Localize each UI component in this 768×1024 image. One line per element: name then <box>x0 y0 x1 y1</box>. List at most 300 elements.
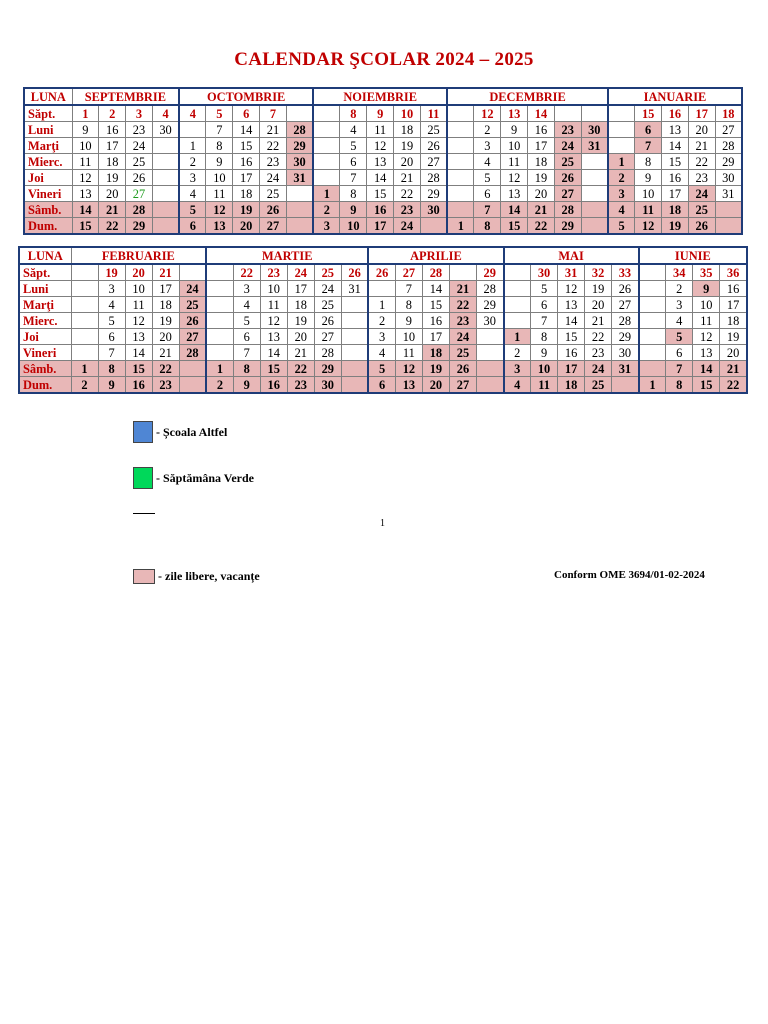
day-cell: 24 <box>688 186 715 202</box>
month-header: SEPTEMBRIE <box>72 88 179 105</box>
day-cell: 15 <box>260 361 287 377</box>
day-cell: 26 <box>420 138 447 154</box>
day-cell: 20 <box>152 329 179 345</box>
row-label-day: Mierc. <box>19 313 71 329</box>
week-number: 25 <box>314 264 341 281</box>
day-cell: 28 <box>554 202 581 218</box>
day-cell: 12 <box>367 138 394 154</box>
day-cell: 15 <box>501 218 528 235</box>
day-cell: 17 <box>662 186 689 202</box>
day-cell <box>71 297 98 313</box>
week-number <box>447 105 474 122</box>
day-cell: 12 <box>72 170 99 186</box>
day-cell: 5 <box>233 313 260 329</box>
row-label-day: Joi <box>24 170 72 186</box>
week-number: 12 <box>474 105 501 122</box>
day-cell: 2 <box>474 122 501 138</box>
day-cell: 21 <box>152 345 179 361</box>
day-cell: 25 <box>420 122 447 138</box>
day-cell <box>639 313 666 329</box>
day-cell: 9 <box>98 377 125 394</box>
day-cell <box>206 281 233 297</box>
day-cell: 16 <box>99 122 126 138</box>
day-cell: 18 <box>99 154 126 170</box>
day-cell: 17 <box>152 281 179 297</box>
day-cell: 21 <box>528 202 555 218</box>
day-cell: 2 <box>504 345 531 361</box>
day-cell: 21 <box>449 281 476 297</box>
day-cell: 18 <box>662 202 689 218</box>
day-cell: 12 <box>206 202 233 218</box>
day-cell <box>639 297 666 313</box>
day-cell: 13 <box>558 297 585 313</box>
day-cell: 21 <box>585 313 612 329</box>
week-number: 11 <box>420 105 447 122</box>
day-cell <box>447 186 474 202</box>
day-cell: 3 <box>368 329 395 345</box>
day-cell: 6 <box>368 377 395 394</box>
day-cell: 1 <box>608 154 635 170</box>
day-cell: 22 <box>99 218 126 235</box>
day-cell <box>152 202 179 218</box>
day-cell: 16 <box>125 377 152 394</box>
day-cell: 3 <box>504 361 531 377</box>
day-cell: 5 <box>474 170 501 186</box>
day-cell: 25 <box>314 297 341 313</box>
week-number: 17 <box>688 105 715 122</box>
day-cell <box>447 170 474 186</box>
day-cell: 15 <box>72 218 99 235</box>
day-cell: 6 <box>531 297 558 313</box>
day-cell: 4 <box>504 377 531 394</box>
week-number: 20 <box>125 264 152 281</box>
day-cell: 17 <box>367 218 394 235</box>
day-cell: 7 <box>395 281 422 297</box>
day-cell: 10 <box>260 281 287 297</box>
month-header: APRILIE <box>368 247 503 264</box>
day-cell: 29 <box>476 297 503 313</box>
day-cell <box>152 154 179 170</box>
day-cell <box>341 329 368 345</box>
day-cell: 20 <box>585 297 612 313</box>
day-cell <box>313 154 340 170</box>
day-cell: 2 <box>313 202 340 218</box>
day-cell: 31 <box>715 186 742 202</box>
day-cell: 14 <box>501 202 528 218</box>
row-label-day: Sâmb. <box>19 361 71 377</box>
day-cell: 22 <box>260 138 287 154</box>
day-cell <box>608 122 635 138</box>
day-cell <box>447 122 474 138</box>
calendar-table-semester-1 <box>23 87 743 235</box>
day-cell <box>313 122 340 138</box>
week-number: 35 <box>693 264 720 281</box>
day-cell: 11 <box>206 186 233 202</box>
row-label-day: Sâmb. <box>24 202 72 218</box>
day-cell: 8 <box>206 138 233 154</box>
day-cell: 28 <box>314 345 341 361</box>
day-cell: 1 <box>206 361 233 377</box>
day-cell: 16 <box>422 313 449 329</box>
week-number <box>608 105 635 122</box>
day-cell: 19 <box>720 329 747 345</box>
week-number: 2 <box>99 105 126 122</box>
day-cell: 22 <box>449 297 476 313</box>
day-cell: 3 <box>474 138 501 154</box>
row-label-luna: LUNA <box>24 88 72 105</box>
page-title: CALENDAR ŞCOLAR 2024 – 2025 <box>234 49 534 70</box>
day-cell: 14 <box>367 170 394 186</box>
row-label-day: Marţi <box>19 297 71 313</box>
day-cell: 1 <box>447 218 474 235</box>
day-cell: 14 <box>125 345 152 361</box>
day-cell: 8 <box>666 377 693 394</box>
day-cell <box>341 377 368 394</box>
day-cell: 27 <box>126 186 153 202</box>
day-cell <box>504 313 531 329</box>
day-cell: 13 <box>125 329 152 345</box>
day-cell: 8 <box>233 361 260 377</box>
day-cell: 23 <box>688 170 715 186</box>
week-number <box>504 264 531 281</box>
day-cell: 10 <box>635 186 662 202</box>
day-cell <box>179 122 206 138</box>
day-cell: 25 <box>688 202 715 218</box>
day-cell: 1 <box>504 329 531 345</box>
day-cell: 21 <box>720 361 747 377</box>
day-cell: 9 <box>233 377 260 394</box>
day-cell: 19 <box>287 313 314 329</box>
day-cell: 19 <box>99 170 126 186</box>
day-cell: 27 <box>260 218 287 235</box>
day-cell: 20 <box>394 154 421 170</box>
day-cell <box>368 281 395 297</box>
day-cell: 15 <box>558 329 585 345</box>
day-cell: 13 <box>367 154 394 170</box>
day-cell: 18 <box>152 297 179 313</box>
day-cell: 7 <box>233 345 260 361</box>
day-cell: 5 <box>666 329 693 345</box>
day-cell: 21 <box>287 345 314 361</box>
month-header: IUNIE <box>639 247 747 264</box>
day-cell: 12 <box>558 281 585 297</box>
day-cell: 7 <box>340 170 367 186</box>
day-cell <box>447 138 474 154</box>
day-cell: 11 <box>531 377 558 394</box>
day-cell: 6 <box>474 186 501 202</box>
day-cell: 25 <box>449 345 476 361</box>
week-number: 24 <box>287 264 314 281</box>
day-cell: 30 <box>612 345 639 361</box>
row-label-luna: LUNA <box>19 247 71 264</box>
week-number: 9 <box>367 105 394 122</box>
week-number: 13 <box>501 105 528 122</box>
day-cell: 4 <box>340 122 367 138</box>
day-cell: 15 <box>233 138 260 154</box>
day-cell: 11 <box>635 202 662 218</box>
week-number <box>639 264 666 281</box>
day-cell: 25 <box>585 377 612 394</box>
row-label-day: Vineri <box>24 186 72 202</box>
month-header: IANUARIE <box>608 88 742 105</box>
day-cell: 21 <box>260 122 287 138</box>
day-cell: 2 <box>71 377 98 394</box>
day-cell <box>476 377 503 394</box>
day-cell: 5 <box>531 281 558 297</box>
day-cell: 15 <box>367 186 394 202</box>
day-cell: 16 <box>720 281 747 297</box>
day-cell: 8 <box>531 329 558 345</box>
day-cell <box>313 138 340 154</box>
day-cell: 28 <box>126 202 153 218</box>
day-cell: 30 <box>476 313 503 329</box>
day-cell: 18 <box>422 345 449 361</box>
day-cell: 29 <box>314 361 341 377</box>
day-cell: 30 <box>152 122 179 138</box>
day-cell: 23 <box>126 122 153 138</box>
day-cell: 28 <box>420 170 447 186</box>
week-number: 36 <box>720 264 747 281</box>
row-label-week: Săpt. <box>19 264 71 281</box>
week-number: 4 <box>179 105 206 122</box>
day-cell <box>341 361 368 377</box>
day-cell: 18 <box>394 122 421 138</box>
day-cell: 17 <box>287 281 314 297</box>
day-cell <box>152 186 179 202</box>
day-cell: 22 <box>720 377 747 394</box>
day-cell: 10 <box>501 138 528 154</box>
day-cell: 11 <box>260 297 287 313</box>
day-cell: 9 <box>340 202 367 218</box>
day-cell: 2 <box>666 281 693 297</box>
day-cell: 26 <box>554 170 581 186</box>
day-cell: 7 <box>666 361 693 377</box>
day-cell <box>639 361 666 377</box>
day-cell: 20 <box>422 377 449 394</box>
day-cell: 16 <box>233 154 260 170</box>
day-cell <box>639 281 666 297</box>
day-cell <box>71 281 98 297</box>
week-number: 23 <box>260 264 287 281</box>
day-cell: 22 <box>585 329 612 345</box>
altfel-color-swatch <box>133 421 153 443</box>
day-cell: 23 <box>394 202 421 218</box>
day-cell: 25 <box>179 297 206 313</box>
day-cell: 11 <box>367 122 394 138</box>
day-cell <box>476 329 503 345</box>
legend-libere-label: - zile libere, vacanțe <box>158 569 260 583</box>
day-cell: 24 <box>179 281 206 297</box>
day-cell: 28 <box>612 313 639 329</box>
day-cell: 20 <box>688 122 715 138</box>
day-cell: 23 <box>585 345 612 361</box>
day-cell <box>581 202 608 218</box>
day-cell <box>152 138 179 154</box>
day-cell: 31 <box>612 361 639 377</box>
week-number: 32 <box>585 264 612 281</box>
day-cell: 19 <box>422 361 449 377</box>
day-cell: 12 <box>635 218 662 235</box>
day-cell <box>612 377 639 394</box>
week-number <box>581 105 608 122</box>
day-cell: 1 <box>313 186 340 202</box>
day-cell <box>179 377 206 394</box>
week-number: 21 <box>152 264 179 281</box>
day-cell <box>341 345 368 361</box>
day-cell: 4 <box>233 297 260 313</box>
day-cell: 5 <box>340 138 367 154</box>
week-number: 28 <box>422 264 449 281</box>
day-cell: 21 <box>688 138 715 154</box>
month-header: NOIEMBRIE <box>313 88 447 105</box>
day-cell: 10 <box>72 138 99 154</box>
day-cell: 7 <box>635 138 662 154</box>
row-label-day: Dum. <box>24 218 72 235</box>
day-cell: 10 <box>125 281 152 297</box>
day-cell: 13 <box>206 218 233 235</box>
day-cell: 29 <box>420 186 447 202</box>
day-cell: 30 <box>314 377 341 394</box>
day-cell: 5 <box>608 218 635 235</box>
day-cell: 11 <box>501 154 528 170</box>
day-cell: 17 <box>558 361 585 377</box>
week-number: 4 <box>152 105 179 122</box>
legend-altfel-label: - Școala Altfel <box>156 424 228 439</box>
day-cell: 13 <box>501 186 528 202</box>
day-cell <box>71 313 98 329</box>
day-cell <box>313 170 340 186</box>
day-cell: 6 <box>179 218 206 235</box>
day-cell: 27 <box>420 154 447 170</box>
day-cell: 4 <box>608 202 635 218</box>
day-cell <box>608 138 635 154</box>
day-cell: 15 <box>125 361 152 377</box>
day-cell <box>286 202 313 218</box>
day-cell: 6 <box>635 122 662 138</box>
day-cell: 17 <box>233 170 260 186</box>
day-cell: 30 <box>420 202 447 218</box>
day-cell: 26 <box>260 202 287 218</box>
day-cell: 2 <box>608 170 635 186</box>
day-cell: 29 <box>554 218 581 235</box>
day-cell: 27 <box>449 377 476 394</box>
day-cell <box>206 329 233 345</box>
day-cell: 31 <box>341 281 368 297</box>
week-number: 34 <box>666 264 693 281</box>
day-cell <box>504 281 531 297</box>
day-cell <box>206 345 233 361</box>
day-cell <box>639 345 666 361</box>
day-cell <box>581 170 608 186</box>
day-cell <box>206 313 233 329</box>
day-cell <box>715 202 742 218</box>
week-number <box>286 105 313 122</box>
day-cell: 21 <box>99 202 126 218</box>
day-cell <box>581 218 608 235</box>
day-cell: 28 <box>715 138 742 154</box>
day-cell: 3 <box>98 281 125 297</box>
row-label-day: Mierc. <box>24 154 72 170</box>
day-cell: 10 <box>206 170 233 186</box>
day-cell <box>286 218 313 235</box>
week-number <box>313 105 340 122</box>
day-cell: 13 <box>260 329 287 345</box>
day-cell <box>71 345 98 361</box>
day-cell: 7 <box>206 122 233 138</box>
day-cell: 15 <box>422 297 449 313</box>
week-number: 19 <box>98 264 125 281</box>
week-number: 26 <box>341 264 368 281</box>
day-cell <box>476 345 503 361</box>
day-cell: 23 <box>287 377 314 394</box>
day-cell: 26 <box>314 313 341 329</box>
day-cell: 17 <box>528 138 555 154</box>
day-cell: 19 <box>585 281 612 297</box>
day-cell: 23 <box>554 122 581 138</box>
day-cell: 25 <box>126 154 153 170</box>
week-number: 7 <box>260 105 287 122</box>
day-cell: 26 <box>688 218 715 235</box>
row-label-week: Săpt. <box>24 105 72 122</box>
day-cell: 5 <box>98 313 125 329</box>
day-cell <box>152 170 179 186</box>
day-cell <box>447 154 474 170</box>
day-cell: 22 <box>394 186 421 202</box>
day-cell: 20 <box>233 218 260 235</box>
day-cell: 11 <box>395 345 422 361</box>
day-cell: 8 <box>98 361 125 377</box>
week-number: 8 <box>340 105 367 122</box>
day-cell: 23 <box>152 377 179 394</box>
day-cell: 28 <box>476 281 503 297</box>
week-number: 6 <box>233 105 260 122</box>
row-label-day: Dum. <box>19 377 71 394</box>
day-cell: 20 <box>99 186 126 202</box>
day-cell: 19 <box>394 138 421 154</box>
day-cell: 23 <box>449 313 476 329</box>
day-cell: 8 <box>340 186 367 202</box>
day-cell: 23 <box>260 154 287 170</box>
day-cell <box>581 154 608 170</box>
week-number: 29 <box>476 264 503 281</box>
day-cell <box>206 297 233 313</box>
day-cell: 28 <box>179 345 206 361</box>
day-cell <box>581 186 608 202</box>
day-cell: 11 <box>693 313 720 329</box>
day-cell: 16 <box>662 170 689 186</box>
day-cell: 20 <box>720 345 747 361</box>
day-cell: 16 <box>528 122 555 138</box>
week-number <box>71 264 98 281</box>
row-label-day: Luni <box>24 122 72 138</box>
day-cell: 13 <box>662 122 689 138</box>
week-number: 5 <box>206 105 233 122</box>
day-cell <box>341 297 368 313</box>
day-cell: 5 <box>368 361 395 377</box>
day-cell: 7 <box>531 313 558 329</box>
day-cell <box>715 218 742 235</box>
day-cell: 24 <box>585 361 612 377</box>
day-cell: 27 <box>612 297 639 313</box>
day-cell: 9 <box>531 345 558 361</box>
day-cell: 2 <box>206 377 233 394</box>
day-cell: 8 <box>395 297 422 313</box>
day-cell: 7 <box>474 202 501 218</box>
week-number <box>449 264 476 281</box>
day-cell <box>504 297 531 313</box>
week-number <box>179 264 206 281</box>
day-cell: 3 <box>233 281 260 297</box>
